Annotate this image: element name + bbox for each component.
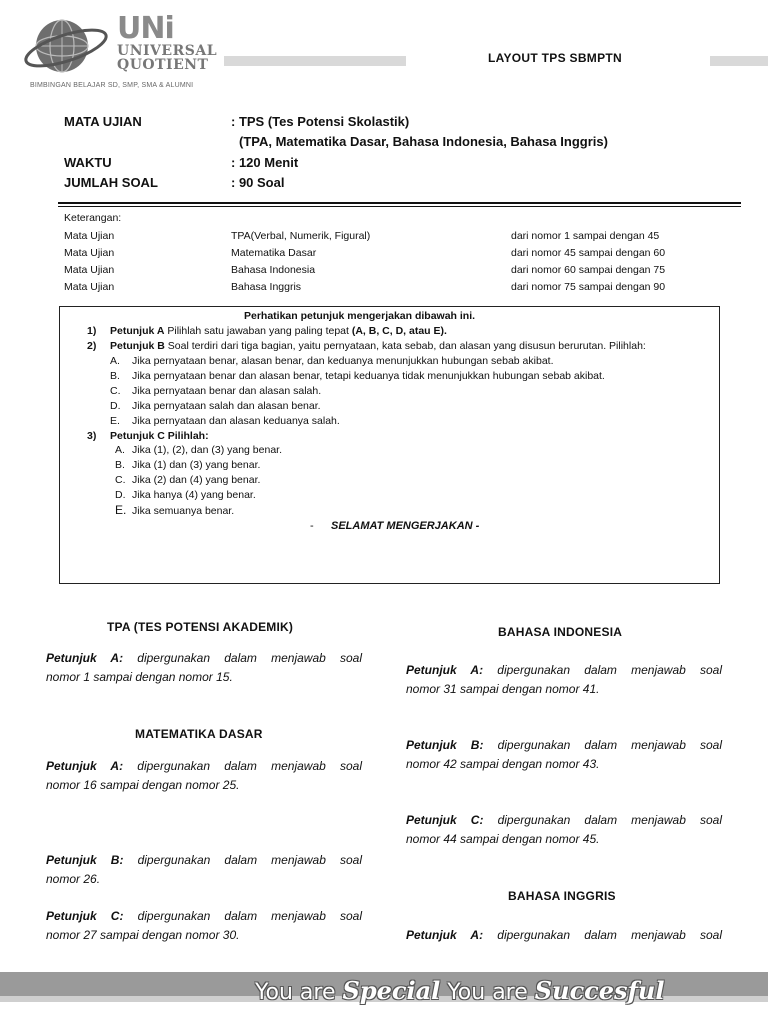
petunjuk-b-option-key: B.	[110, 370, 120, 382]
petunjuk-b-option-key: D.	[110, 400, 121, 412]
keterangan-range: dari nomor 60 sampai dengan 75	[511, 264, 666, 276]
tpa-heading: TPA (TES POTENSI AKADEMIK)	[107, 620, 294, 634]
closing-message: SELAMAT MENGERJAKAN -	[331, 520, 480, 532]
petunjuk-a-label: Petunjuk A	[110, 325, 165, 337]
jumlah-soal-value: : 90 Soal	[231, 175, 285, 190]
keterangan-range: dari nomor 1 sampai dengan 45	[511, 230, 660, 242]
tpa-petunjuk-a-text1: dipergunakan dalam menjawab soal	[137, 651, 362, 665]
header-bar-right	[710, 56, 768, 66]
petunjuk-a-number: 1)	[87, 325, 97, 337]
mat-petunjuk-a-line1	[46, 757, 362, 776]
petunjuk-b-option-text: Jika pernyataan dan alasan keduanya salah.	[132, 415, 340, 427]
petunjuk-c-option-text: Jika (1) dan (3) yang benar.	[132, 459, 261, 471]
petunjuk-b-option-key: A.	[110, 355, 120, 367]
keterangan-subject: Bahasa Inggris	[231, 281, 302, 293]
petunjuk-c-option-text: Jika hanya (4) yang benar.	[132, 489, 256, 501]
bi-petunjuk-b-text2: nomor 42 sampai dengan nomor 43.	[406, 757, 600, 771]
bi-petunjuk-a-text1: dipergunakan dalam menjawab soal	[497, 663, 722, 677]
tpa-petunjuk-a-line1	[46, 649, 362, 668]
bi-petunjuk-b	[406, 736, 722, 774]
mat-petunjuk-b-line1	[46, 851, 362, 870]
keterangan-range: dari nomor 45 sampai dengan 60	[511, 247, 666, 259]
petunjuk-b-option-text: Jika pernyataan benar dan alasan benar, tetapi keduanya tidak menunjukkan hubungan sebab akibat.	[132, 370, 605, 382]
bi-petunjuk-c-text1: dipergunakan dalam menjawab soal	[497, 813, 723, 827]
logo-globe-icon	[22, 12, 110, 78]
petunjuk-b-option-key: C.	[110, 385, 121, 397]
bi-petunjuk-c-label: Petunjuk C:	[406, 813, 484, 827]
slogan-special: Special	[342, 976, 441, 1005]
divider-thin	[58, 206, 741, 207]
mat-petunjuk-b-text2: nomor 26.	[46, 872, 101, 886]
bi-petunjuk-c	[406, 811, 722, 849]
keterangan-label: Mata Ujian	[64, 281, 115, 293]
logo-main: UNi	[117, 11, 174, 46]
page-title: LAYOUT TPS SBMPTN	[488, 51, 623, 65]
petunjuk-b-option-text: Jika pernyataan benar dan alasan salah.	[132, 385, 322, 397]
petunjuk-c-option-key: D.	[115, 489, 126, 501]
en-petunjuk-a-text1: dipergunakan dalam menjawab soal	[497, 928, 722, 942]
mat-petunjuk-c-text1: dipergunakan dalam menjawab soal	[137, 909, 363, 923]
mat-petunjuk-b	[46, 851, 362, 889]
petunjuk-b-label: Petunjuk B	[110, 340, 165, 352]
petunjuk-b-option-text: Jika pernyataan benar, alasan benar, dan keduanya menunjukkan hubungan sebab akibat.	[132, 355, 554, 367]
petunjuk-b-option-text: Jika pernyataan salah dan alasan benar.	[132, 400, 321, 412]
waktu-label: WAKTU	[64, 155, 112, 170]
mat-petunjuk-a-label: Petunjuk A:	[46, 759, 124, 773]
keterangan-label: Mata Ujian	[64, 247, 115, 259]
petunjuk-a-options: (A, B, C, D, atau E).	[351, 325, 447, 337]
matematika-heading: MATEMATIKA DASAR	[135, 727, 263, 741]
bi-petunjuk-a-line1	[406, 661, 722, 680]
waktu-value: : 120 Menit	[231, 155, 299, 170]
tpa-petunjuk-a-text2: nomor 1 sampai dengan nomor 15.	[46, 670, 233, 684]
bi-petunjuk-a-label: Petunjuk A:	[406, 663, 484, 677]
tpa-petunjuk-a	[46, 649, 362, 687]
tpa-petunjuk-a-label: Petunjuk A:	[46, 651, 124, 665]
petunjuk-b-text: Soal terdiri dari tiga bagian, yaitu pernyataan, kata sebab, dan alasan yang disusun berurutan. Pilihlah:	[167, 340, 646, 352]
header-bar-left	[224, 56, 406, 66]
mat-petunjuk-a-text2: nomor 16 sampai dengan nomor 25.	[46, 778, 240, 792]
petunjuk-c-option-key: A.	[115, 444, 125, 456]
en-petunjuk-a	[406, 926, 722, 945]
keterangan-range: dari nomor 75 sampai dengan 90	[511, 281, 666, 293]
petunjuk-a-line	[110, 325, 447, 337]
mata-ujian-value-detail: (TPA, Matematika Dasar, Bahasa Indonesia, Bahasa Inggris)	[239, 134, 608, 149]
en-petunjuk-a-label: Petunjuk A:	[406, 928, 484, 942]
closing-dash: -	[310, 520, 314, 532]
petunjuk-c-number: 3)	[87, 430, 97, 442]
logo-tagline: BIMBINGAN BELAJAR SD, SMP, SMA & ALUMNI	[30, 82, 194, 89]
mat-petunjuk-c-label: Petunjuk C:	[46, 909, 124, 923]
bi-petunjuk-b-line1	[406, 736, 722, 755]
petunjuk-c-option-key: E.	[115, 503, 127, 517]
bi-petunjuk-c-line1	[406, 811, 722, 830]
keterangan-subject: Bahasa Indonesia	[231, 264, 316, 276]
petunjuk-c-option-key: B.	[115, 459, 125, 471]
keterangan-heading: Keterangan:	[64, 212, 122, 224]
bi-petunjuk-b-text1: dipergunakan dalam menjawab soal	[497, 738, 723, 752]
mata-ujian-label: MATA UJIAN	[64, 114, 142, 129]
petunjuk-c-option-text: Jika (2) dan (4) yang benar.	[132, 474, 261, 486]
keterangan-subject: TPA(Verbal, Numerik, Figural)	[231, 230, 371, 242]
slogan-successful: Succesful	[534, 976, 665, 1005]
mat-petunjuk-a-text1: dipergunakan dalam menjawab soal	[137, 759, 362, 773]
mat-petunjuk-b-label: Petunjuk B:	[46, 853, 124, 867]
mat-petunjuk-a	[46, 757, 362, 795]
petunjuk-c-option-key: C.	[115, 474, 126, 486]
footer-slogan	[255, 976, 664, 1005]
bi-petunjuk-c-text2: nomor 44 sampai dengan nomor 45.	[406, 832, 600, 846]
petunjuk-b-option-key: E.	[110, 415, 120, 427]
petunjuk-c-label: Petunjuk C Pilihlah:	[110, 430, 209, 442]
slogan-you-are-1: You are	[255, 980, 336, 1005]
petunjuk-b-number: 2)	[87, 340, 97, 352]
mat-petunjuk-b-text1: dipergunakan dalam menjawab soal	[137, 853, 363, 867]
bi-petunjuk-a-text2: nomor 31 sampai dengan nomor 41.	[406, 682, 600, 696]
logo-text	[117, 11, 218, 73]
mat-petunjuk-c-line1	[46, 907, 362, 926]
petunjuk-c-option-text: Jika semuanya benar.	[132, 505, 235, 517]
divider-thick	[58, 202, 741, 204]
logo-line-1: UNIVERSAL	[117, 43, 218, 59]
petunjuk-c-option-text: Jika (1), (2), dan (3) yang benar.	[132, 444, 282, 456]
petunjuk-b-line	[110, 340, 646, 352]
keterangan-subject: Matematika Dasar	[231, 247, 317, 259]
bahasa-inggris-heading: BAHASA INGGRIS	[508, 889, 616, 903]
petunjuk-a-text: Pilihlah satu jawaban yang paling tepat	[167, 325, 349, 337]
mata-ujian-value: : TPS (Tes Potensi Skolastik)	[231, 114, 410, 129]
slogan-you-are-2: You are	[447, 980, 528, 1005]
jumlah-soal-label: JUMLAH SOAL	[64, 175, 158, 190]
keterangan-label: Mata Ujian	[64, 230, 115, 242]
bi-petunjuk-a	[406, 661, 722, 699]
keterangan-label: Mata Ujian	[64, 264, 115, 276]
bahasa-indonesia-heading: BAHASA INDONESIA	[498, 625, 623, 639]
en-petunjuk-a-line1	[406, 926, 722, 945]
bi-petunjuk-b-label: Petunjuk B:	[406, 738, 484, 752]
logo-line-2: QUOTIENT	[117, 57, 209, 73]
mat-petunjuk-c	[46, 907, 362, 945]
instruction-heading: Perhatikan petunjuk mengerjakan dibawah ini.	[244, 310, 476, 322]
mat-petunjuk-c-text2: nomor 27 sampai dengan nomor 30.	[46, 928, 240, 942]
